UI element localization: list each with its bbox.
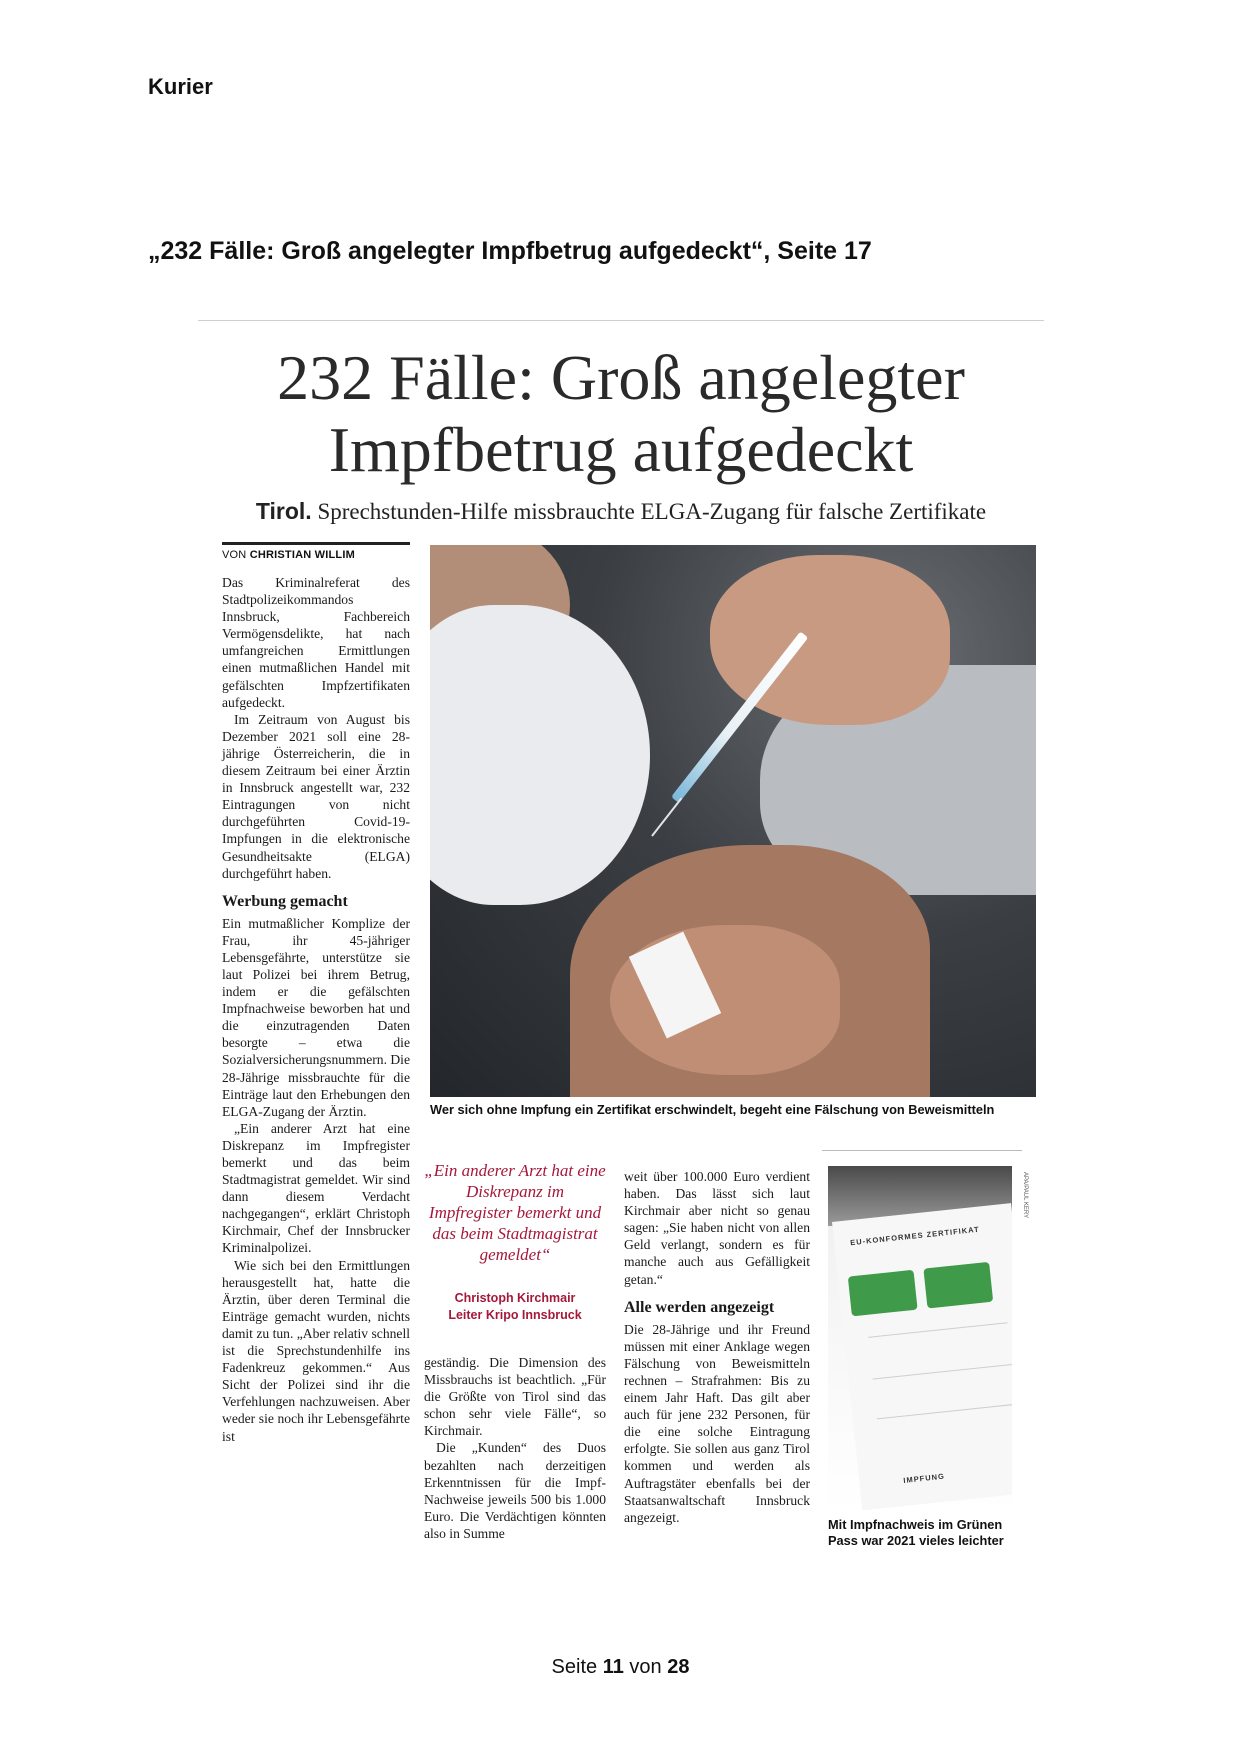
page-number-middle: von [623, 1656, 668, 1678]
column-3-paragraph-2: Die 28-Jährige und ihr Freund müssen mit einer Anklage wegen Fälschung von Beweismitteln rechnen – Strafrahmen: Bis zu einem Jahr Haft. Das gilt aber auch für jene 232 Personen, für die eine solche Eintragung erfolgte. Sie sollen aus ganz Tirol kommen und werden als Auftragstäter ebenfalls bei der Staatsanwaltschaft Innsbruck angezeigt. [624, 1321, 810, 1525]
screen-divider-2 [873, 1364, 1012, 1380]
phone-screen-title: EU-KONFORMES ZERTIFIKAT [849, 1224, 980, 1248]
column-1-paragraph-2: Im Zeitraum von August bis Dezember 2021 soll eine 28-jährige Österreicherin, die in diesem Zeitraum bei einer Ärztin in Innsbruck angestellt war, 232 Eintragungen von nicht durchgeführten Covid-19-Impfungen in die elektronische Gesundheitsakte (ELGA) durchgeführt haben. [222, 711, 410, 881]
subtitle-text: Sprechstunden-Hilfe missbrauchte ELGA-Zugang für falsche Zertifikate [311, 499, 987, 524]
column-1-paragraph-3: Ein mutmaßlicher Komplize der Frau, ihr 45-jähriger Lebensgefährte, unterstütze sie laut Polizei bei ihrem Betrug, indem er die gefälschten Impfnachweise beworben hat und die einzutragenden Daten besorgte – etwa die Sozialversicherungsnummern. Die 28-Jährige missbrauchte für die Einträge laut den Erhebungen den ELGA-Zugang der Ärztin. [222, 915, 410, 1119]
page-number-current: 11 [602, 1656, 624, 1678]
clipping-top-rule [198, 320, 1044, 321]
pull-quote-role: Leiter Kripo Innsbruck [448, 1308, 582, 1322]
byline [222, 542, 410, 561]
photo-caption: Wer sich ohne Impfung ein Zertifikat erschwindelt, begeht eine Fälschung von Beweismitteln [430, 1102, 995, 1117]
article-column-1 [222, 574, 410, 1445]
byline-author: CHRISTIAN WILLIM [249, 549, 355, 561]
pull-quote: „Ein anderer Arzt hat eine Diskrepanz im Impfregister bemerkt und das beim Stadtmagistrat gemeldet“ [424, 1161, 606, 1264]
article-title-line-1: 232 Fälle: Groß angelegter [277, 342, 965, 413]
document-headline: „232 Fälle: Groß angelegter Impfbetrug aufgedeckt“, Seite 17 [148, 237, 872, 265]
column-3-subheading: Alle werden angezeigt [624, 1298, 775, 1316]
check-icon [848, 1270, 918, 1317]
phone-photo-credit: APA/PAUL KERY [1022, 1172, 1028, 1219]
pull-quote-name: Christoph Kirchmair [454, 1291, 576, 1305]
subtitle-region: Tirol. [255, 498, 312, 524]
vaccination-photo [430, 545, 1036, 1097]
column-1-paragraph-1: Das Kriminalreferat des Stadtpolizeikommandos Innsbruck, Fachbereich Vermögensdelikte, hat nach umfangreichen Ermittlungen einen mutmaßlichen Handel mit gefälschten Impfzertifikaten aufgedeckt. [222, 575, 410, 710]
photo-credit [1043, 550, 1051, 670]
phone-screen [832, 1203, 1012, 1510]
green-pass-phone-photo [828, 1166, 1012, 1512]
needle-icon [651, 798, 682, 837]
article-subtitle [198, 498, 1044, 525]
check-icon-2 [923, 1262, 993, 1309]
newspaper-clipping [198, 320, 1044, 1552]
photo-mask-shape [430, 605, 650, 905]
page-number-total: 28 [667, 1656, 690, 1678]
page-number-prefix: Seite [551, 1656, 603, 1678]
phone-photo-rule [822, 1150, 1022, 1151]
page-number [0, 1656, 1241, 1679]
document-source: Kurier [148, 74, 213, 99]
photo-hand-shape-2 [610, 925, 840, 1075]
column-3-paragraph-1: weit über 100.000 Euro verdient haben. Das lässt sich laut Kirchmair aber nicht so genau sagen: „Sie haben nicht von allen Geld verlangt, sondern es für manche auch aus Gefälligkeit getan.“ [624, 1169, 810, 1287]
phone-screen-stamp: IMPFUNG [902, 1471, 946, 1485]
column-2-paragraph-2: Die „Kunden“ des Duos bezahlten nach derzeitigen Erkenntnissen für die Impf-Nachweise jeweils 500 bis 1.000 Euro. Die Verdächtigen könnten also in Summe [424, 1440, 606, 1541]
article-title-line-2: Impfbetrug aufgedeckt [328, 414, 914, 485]
screen-divider-3 [877, 1404, 1012, 1420]
pull-quote-attribution [424, 1290, 606, 1324]
column-2-paragraph-1: geständig. Die Dimension des Missbrauchs ist beachtlich. „Für die Größte von Tirol sind das schon sehr viele Fälle“, so Kirchmair. [424, 1355, 606, 1439]
column-1-paragraph-5: Wie sich bei den Ermittlungen herausgestellt hat, hatte die Ärztin, über deren Terminal die Einträge gemacht wurden, nichts damit zu tun. „Aber relativ schnell ist die Sprechstundenhilfe ins Fadenkreuz gekommen.“ Aus Sicht der Polizei sind ihr die Verfehlungen nachzuweisen. Aber weder sie noch ihr Lebensgefährte ist [222, 1257, 410, 1444]
column-1-paragraph-4: „Ein anderer Arzt hat eine Diskrepanz im Impfregister bemerkt und das beim Stadtmagistrat gemeldet. Wir sind dann diesem Verdacht nachgegangen“, erklärt Christoph Kirchmair, Chef der Innsbrucker Kriminalpolizei. [222, 1120, 410, 1256]
column-1-subheading: Werbung gemacht [222, 892, 348, 910]
screen-divider [868, 1322, 1007, 1338]
phone-photo-caption: Mit Impfnachweis im Grünen Pass war 2021 vieles leichter [828, 1517, 1004, 1548]
article-column-2 [424, 1354, 606, 1542]
article-column-3 [624, 1168, 810, 1526]
article-title [198, 342, 1044, 486]
byline-prefix: VON [222, 549, 250, 561]
